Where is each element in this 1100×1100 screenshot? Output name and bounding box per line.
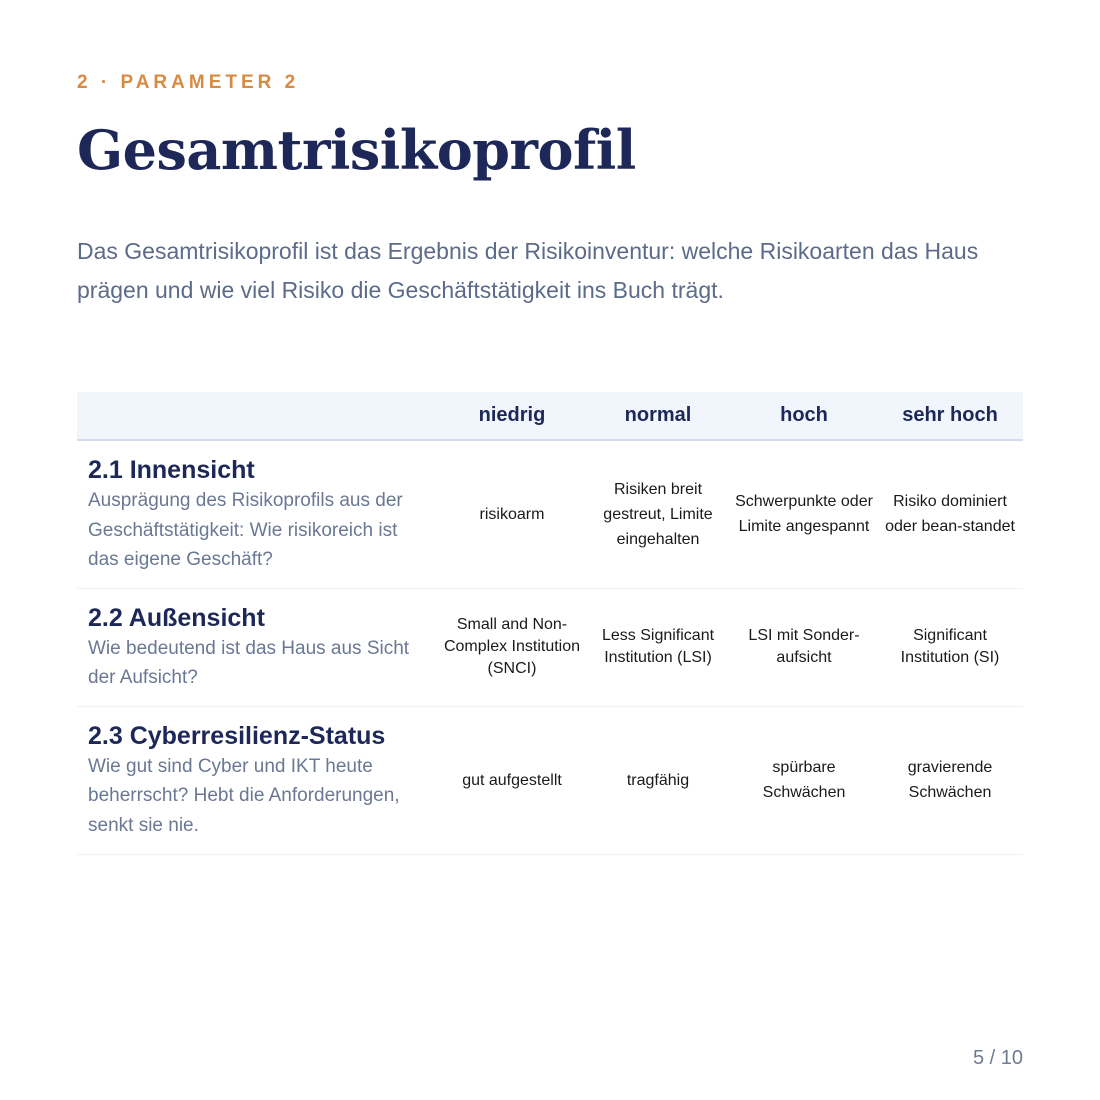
page-title: Gesamtrisikoprofil [77, 118, 636, 182]
cell-hoch: LSI mit Sonder-aufsicht [731, 588, 877, 706]
row-label [77, 588, 439, 706]
cell-sehr-hoch: gravierende Schwächen [877, 706, 1023, 854]
header-niedrig: niedrig [439, 392, 585, 440]
cell-niedrig: risikoarm [439, 440, 585, 588]
cell-niedrig: Small and Non-Complex Institution (SNCI) [439, 588, 585, 706]
slide [77, 0, 1023, 1100]
header-empty [77, 392, 439, 440]
table-row [77, 706, 1023, 854]
row-title: 2.1 Innensicht [88, 456, 255, 484]
header-normal: normal [585, 392, 731, 440]
cell-niedrig: gut aufgestellt [439, 706, 585, 854]
table-row [77, 440, 1023, 588]
cell-normal: tragfähig [585, 706, 731, 854]
cell-sehr-hoch: Risiko dominiert oder bean-standet [877, 440, 1023, 588]
row-description: Wie gut sind Cyber und IKT heute beherrscht? Hebt die Anforderungen, senkt sie nie. [88, 755, 400, 836]
row-description: Ausprägung des Risikoprofils aus der Geschäftstätigkeit: Wie risikoreich ist das eigene Geschäft? [88, 490, 403, 570]
lead-paragraph: Das Gesamtrisikoprofil ist das Ergebnis der Risikoinventur: welche Risikoarten das Haus prägen und wie viel Risiko die Geschäftstätigkeit ins Buch trägt. [77, 238, 979, 303]
header-hoch: hoch [731, 392, 877, 440]
row-title: 2.3 Cyberresilienz-Status [88, 721, 386, 750]
cell-hoch: Schwerpunkte oder Limite angespannt [731, 440, 877, 588]
section-eyebrow: 2 · PARAMETER 2 [77, 72, 300, 93]
row-label [77, 440, 439, 588]
cell-hoch: spürbare Schwächen [731, 706, 877, 854]
cell-normal: Risiken breit gestreut, Limite eingehalten [585, 440, 731, 588]
header-sehr-hoch: sehr hoch [877, 392, 1023, 440]
table-row [77, 588, 1023, 706]
matrix-header-row [77, 392, 1023, 440]
risk-profile-matrix [77, 392, 1023, 855]
row-title: 2.2 Außensicht [88, 603, 265, 632]
cell-normal: Less Significant Institution (LSI) [585, 588, 731, 706]
row-label [77, 706, 439, 854]
page-number: 5 / 10 [972, 1047, 1023, 1069]
cell-sehr-hoch: Significant Institution (SI) [877, 588, 1023, 706]
row-description: Wie bedeutend ist das Haus aus Sicht der Aufsicht? [88, 637, 410, 688]
